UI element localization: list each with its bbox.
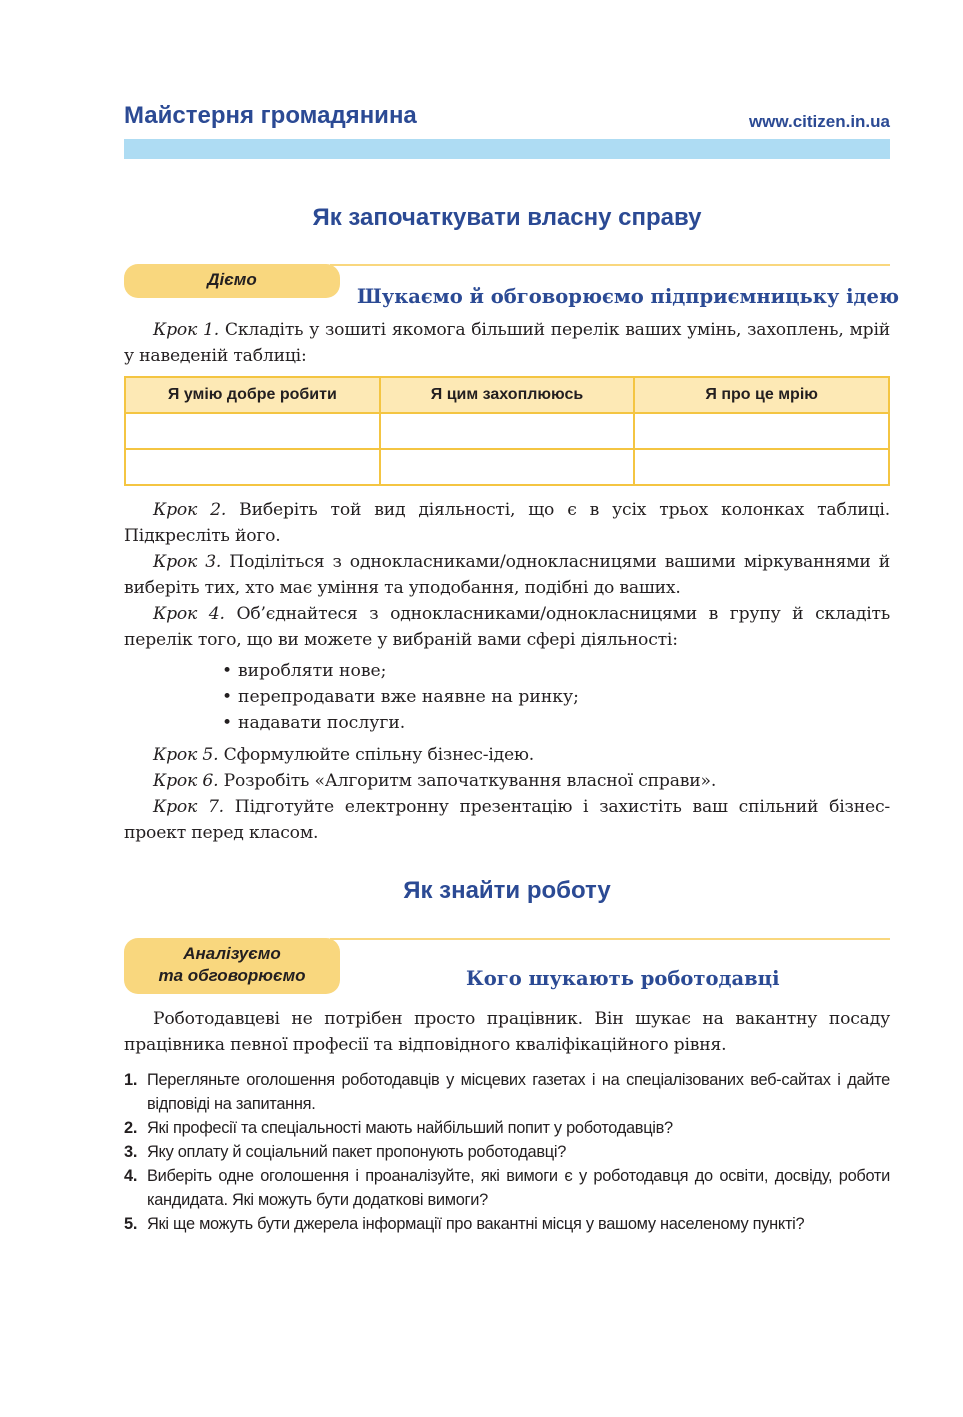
activity-subtitle: Шукаємо й обговорюємо підприємницьку ідею <box>357 285 899 308</box>
website-url: www.citizen.in.ua <box>748 112 890 131</box>
step-3: Крок 3. Поділіться з однокласниками/однокласницями вашими міркуваннями й виберіть тих, хто має уміння та уподобання, подібні до ваших. <box>124 552 890 598</box>
table-row <box>126 412 888 448</box>
step-5: Крок 5. Сформулюйте спільну бізнес-ідею. <box>153 745 535 765</box>
section-divider <box>330 938 890 940</box>
list-item: • надавати послуги. <box>222 710 579 736</box>
table-header-cell: Я умію добре робити <box>126 378 381 412</box>
list-item: 3. Яку оплату й соціальний пакет пропонують роботодавці? <box>124 1143 567 1161</box>
table-cell <box>126 414 381 448</box>
table-header-row <box>126 378 888 412</box>
bullet-list <box>222 658 579 736</box>
activity-tag: Діємо <box>124 264 340 298</box>
table-header-cell: Я про це мрію <box>705 386 818 403</box>
section-divider <box>330 264 890 266</box>
activity-subtitle: Кого шукають роботодавці <box>466 967 780 990</box>
list-item: • виробляти нове; <box>222 658 579 684</box>
list-item: • перепродавати вже наявне на ринку; <box>222 684 579 710</box>
list-item: 1. Перегляньте оголошення роботодавців у місцевих газетах і на спеціалізованих веб-сайтах і дайте відповіді на запитання. <box>124 1071 890 1113</box>
table-row <box>126 448 888 484</box>
step-4: Крок 4. Об’єднайтеся з однокласниками/однокласницями в групу й складіть перелік того, що ви можете у вибраній вами сфері діяльності: <box>124 604 890 650</box>
table-cell <box>635 414 888 448</box>
list-item: 5. Які ще можуть бути джерела інформації про вакантні місця у вашому населеному пункті? <box>124 1215 805 1233</box>
table-cell <box>381 414 636 448</box>
table-cell <box>381 450 636 484</box>
table-cell <box>635 450 888 484</box>
step-7: Крок 7. Підготуйте електронну презентацію і захистіть ваш спільний бізнес-проект перед класом. <box>124 797 890 843</box>
step-2: Крок 2. Виберіть той вид діяльності, що є в усіх трьох колонках таблиці. Підкресліть його. <box>124 500 890 546</box>
section-title-business: Як започаткувати власну справу <box>312 204 702 231</box>
list-item: 4. Виберіть одне оголошення і проаналізуйте, які вимоги є у роботодавця до освіти, досвіду, роботи кандидата. Які можуть бути додаткові вимоги? <box>124 1167 890 1209</box>
intro-paragraph: Роботодавцеві не потрібен просто працівник. Він шукає на вакантну посаду працівника певної професії та відповідного кваліфікаційного рівня. <box>124 1009 890 1055</box>
skills-table <box>124 376 890 486</box>
list-item: 2. Які професії та спеціальності мають найбільший попит у роботодавців? <box>124 1119 673 1137</box>
table-header-cell: Я цим захоплююсь <box>381 378 636 412</box>
question-list <box>124 1068 890 1236</box>
header-bar <box>124 139 890 159</box>
table-cell <box>126 450 381 484</box>
book-title: Майстерня громадянина <box>124 102 417 129</box>
section-title-jobs: Як знайти роботу <box>403 877 611 904</box>
step-1: Крок 1. Складіть у зошиті якомога більший перелік ваших умінь, захоплень, мрій у наведеній таблиці: <box>124 320 890 366</box>
activity-tag: Аналізуємо та обговорюємо <box>124 938 340 994</box>
step-6: Крок 6. Розробіть «Алгоритм започаткування власної справи». <box>153 771 717 791</box>
